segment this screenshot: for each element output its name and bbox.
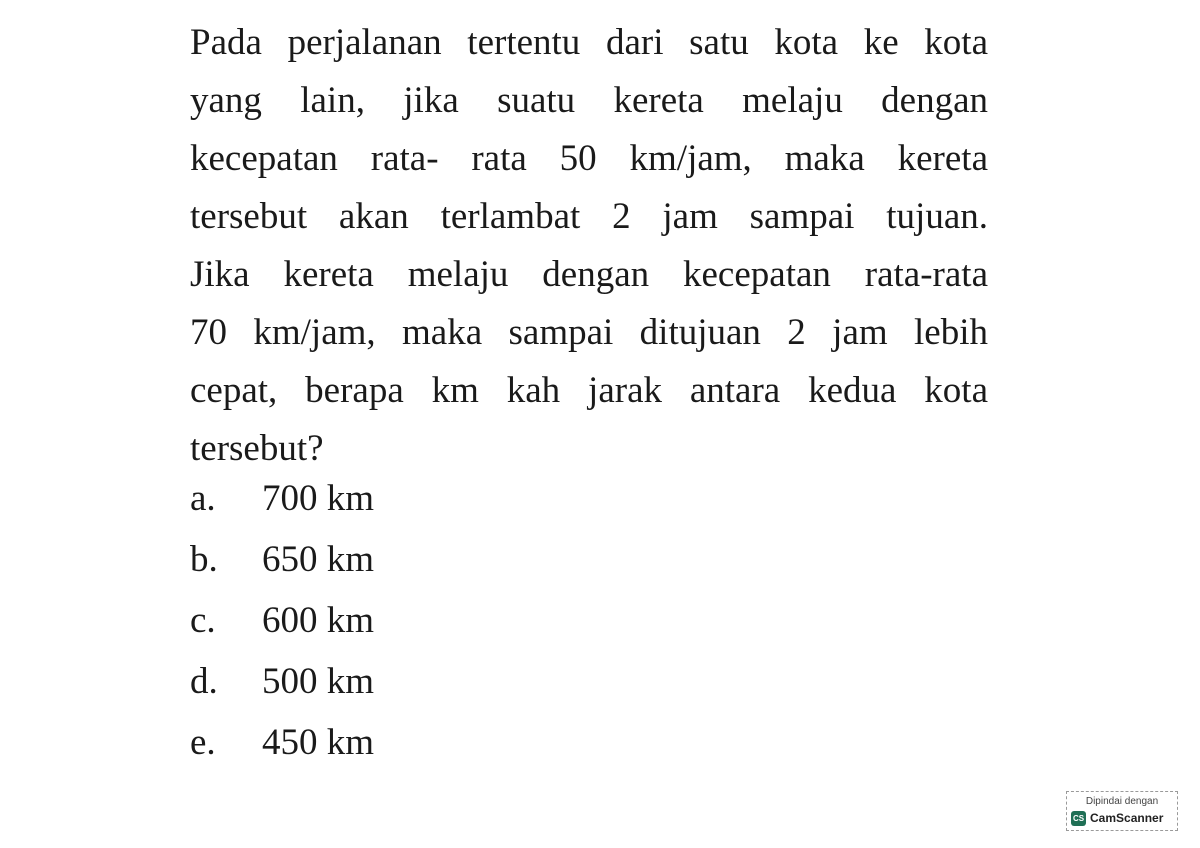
question-line: tersebut akan terlambat 2 jam sampai tujuan.	[190, 196, 988, 237]
option-a	[190, 468, 374, 529]
option-letter: d.	[190, 661, 218, 702]
question-line: Jika kereta melaju dengan kecepatan rata-rata	[190, 254, 988, 295]
question-line: tersebut?	[190, 428, 324, 469]
watermark-brand-row	[1071, 811, 1163, 826]
watermark-caption: Dipindai dengan	[1085, 796, 1159, 807]
option-value: 650 km	[262, 539, 375, 580]
option-value: 700 km	[262, 478, 375, 519]
option-e	[190, 712, 374, 773]
question-line: Pada perjalanan tertentu dari satu kota ke kota	[190, 22, 988, 63]
option-value: 450 km	[262, 722, 375, 763]
option-letter: a.	[190, 478, 216, 519]
question-line: kecepatan rata- rata 50 km/jam, maka kereta	[190, 138, 988, 179]
option-value: 600 km	[262, 600, 375, 641]
watermark-brand: CamScanner	[1090, 811, 1164, 825]
answer-options	[190, 468, 374, 773]
option-letter: c.	[190, 600, 216, 641]
option-letter: e.	[190, 722, 216, 763]
question-text	[190, 14, 988, 478]
option-c	[190, 590, 374, 651]
question-line: yang lain, jika suatu kereta melaju dengan	[190, 80, 988, 121]
camscanner-logo-icon: CS	[1071, 811, 1086, 826]
question-line: 70 km/jam, maka sampai ditujuan 2 jam lebih	[190, 312, 988, 353]
option-letter: b.	[190, 539, 218, 580]
option-value: 500 km	[262, 661, 375, 702]
option-d	[190, 651, 374, 712]
question-line: cepat, berapa km kah jarak antara kedua kota	[190, 370, 988, 411]
camscanner-watermark	[1066, 791, 1178, 831]
option-b	[190, 529, 374, 590]
